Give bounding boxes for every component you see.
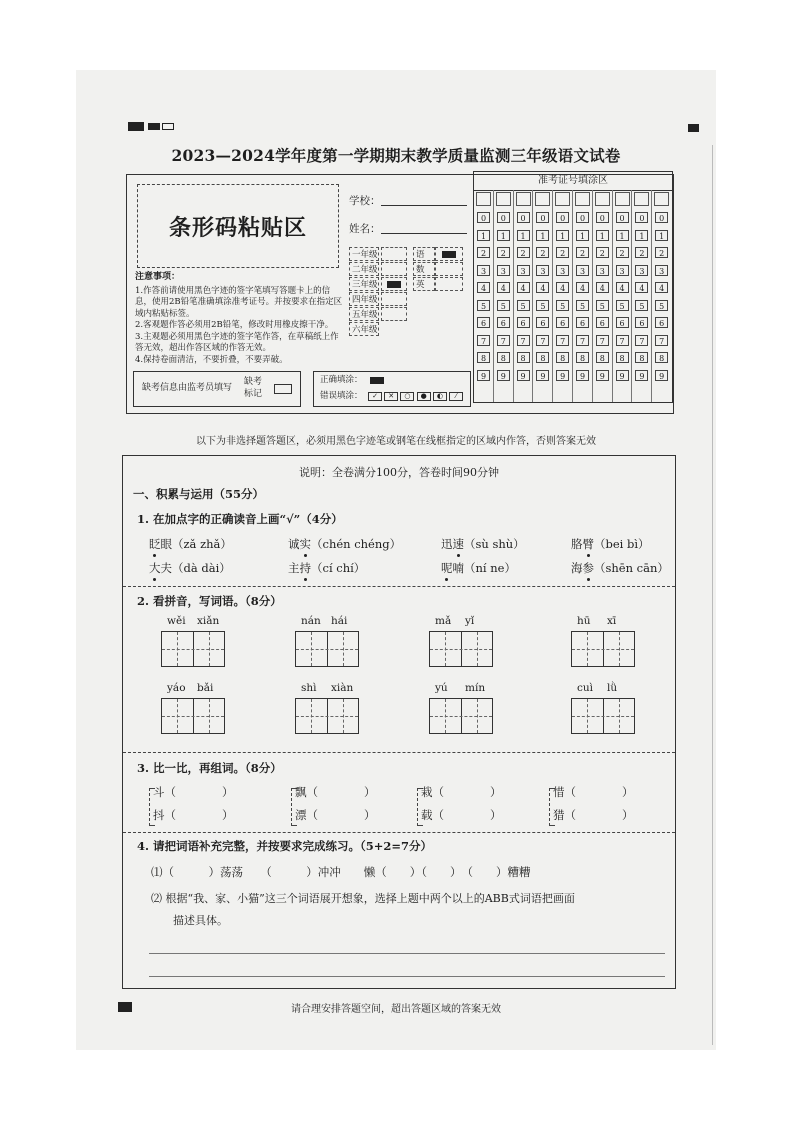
candidate-digit-bubble[interactable]: 6: [596, 317, 609, 328]
candidate-digit-bubble[interactable]: 3: [477, 265, 490, 276]
candidate-digit-bubble[interactable]: 5: [616, 300, 629, 311]
name-field[interactable]: [381, 233, 467, 234]
subject-chinese[interactable]: 语: [413, 247, 435, 261]
grid-guide-v: [445, 632, 446, 666]
grid-guide-v: [343, 699, 344, 733]
compare-word[interactable]: 猎（ ）: [553, 808, 634, 822]
candidate-digit-bubble[interactable]: 2: [556, 247, 569, 258]
candidate-column: [494, 190, 514, 402]
q1-item[interactable]: [288, 560, 365, 576]
q1-item-dotted-char: 大: [149, 561, 161, 575]
grade-1[interactable]: 一年级: [349, 247, 379, 261]
candidate-digit-bubble[interactable]: 1: [596, 230, 609, 241]
candidate-digit-bubble[interactable]: 9: [517, 370, 530, 381]
q1-item-post: （chén chéng）: [311, 537, 402, 551]
candidate-digit-write-box[interactable]: [634, 192, 649, 206]
candidate-digit-bubble[interactable]: 4: [616, 282, 629, 293]
candidate-digit-bubble[interactable]: 1: [497, 230, 510, 241]
candidate-digit-write-box[interactable]: [615, 192, 630, 206]
divider-2: [123, 752, 675, 753]
candidate-digit-bubble[interactable]: 4: [635, 282, 648, 293]
candidate-digit-write-box[interactable]: [575, 192, 590, 206]
candidate-digit-bubble[interactable]: 3: [596, 265, 609, 276]
candidate-digit-bubble[interactable]: 2: [616, 247, 629, 258]
candidate-column: [593, 190, 613, 402]
grid-guide-v: [477, 699, 478, 733]
candidate-digit-bubble[interactable]: 4: [517, 282, 530, 293]
candidate-digit-bubble[interactable]: 9: [655, 370, 668, 381]
grade-1-box[interactable]: [381, 247, 407, 261]
slash-icon: ⁄: [449, 392, 463, 401]
candidate-digit-bubble[interactable]: 4: [576, 282, 589, 293]
pinyin-syllable: nán: [301, 615, 321, 627]
writing-line-2[interactable]: [149, 976, 665, 977]
grid-guide-h: [430, 716, 492, 717]
candidate-digit-bubble[interactable]: 9: [635, 370, 648, 381]
grid-guide-v: [209, 699, 210, 733]
section-1-title: 一、积累与运用（55分）: [133, 487, 265, 501]
candidate-digit-bubble[interactable]: 0: [576, 212, 589, 223]
correct-fill-label: 正确填涂：: [320, 375, 363, 385]
exam-explanation: 说明：全卷满分100分，答卷时间90分钟: [299, 466, 499, 479]
q1-item[interactable]: [441, 560, 516, 576]
notes-title: 注意事项：: [135, 272, 181, 282]
grid-guide-h: [162, 716, 224, 717]
tianzi-grid[interactable]: [429, 698, 493, 734]
pinyin-syllable: xī: [607, 615, 617, 627]
candidate-digit-bubble[interactable]: 3: [497, 265, 510, 276]
candidate-digit-bubble[interactable]: 2: [517, 247, 530, 258]
q4-line-1[interactable]: ⑴（ ）荡荡 （ ）冲冲 懒（ ）（ ） （ ）糟糟: [151, 865, 531, 879]
candidate-digit-write-box[interactable]: [516, 192, 531, 206]
candidate-digit-bubble[interactable]: 0: [477, 212, 490, 223]
tianzi-grid[interactable]: [295, 698, 359, 734]
candidate-digit-bubble[interactable]: 6: [536, 317, 549, 328]
school-label: 学校：: [349, 195, 381, 207]
subject-english-box[interactable]: [435, 277, 463, 291]
pinyin-syllable: xiǎn: [197, 615, 220, 627]
candidate-digit-bubble[interactable]: 2: [477, 247, 490, 258]
candidate-digit-bubble[interactable]: 1: [517, 230, 530, 241]
candidate-digit-bubble[interactable]: 5: [556, 300, 569, 311]
q1-item-post: （cí chí）: [311, 561, 366, 575]
candidate-digit-bubble[interactable]: 8: [635, 352, 648, 363]
grid-guide-v: [311, 632, 312, 666]
corner-mark-top-left: [128, 122, 144, 131]
q1-item-pre: 胳: [571, 537, 583, 551]
tianzi-grid[interactable]: [161, 631, 225, 667]
check-icon: ✓: [368, 392, 382, 401]
candidate-digit-bubble[interactable]: 2: [635, 247, 648, 258]
page-edge-right: [712, 145, 713, 1045]
tianzi-grid[interactable]: [161, 698, 225, 734]
candidate-digit-bubble[interactable]: 1: [616, 230, 629, 241]
q1-item-post: （sù shù）: [464, 537, 525, 551]
candidate-column: [474, 190, 494, 402]
circle-icon: ○: [400, 392, 414, 401]
q1-item[interactable]: [149, 536, 232, 552]
candidate-digit-bubble[interactable]: 0: [635, 212, 648, 223]
compare-word[interactable]: 斗（ ）: [153, 785, 234, 799]
candidate-digit-bubble[interactable]: 1: [635, 230, 648, 241]
grade-5[interactable]: 五年级: [349, 307, 379, 321]
candidate-digit-bubble[interactable]: 8: [616, 352, 629, 363]
candidate-digit-bubble[interactable]: 7: [497, 335, 510, 346]
candidate-digit-bubble[interactable]: 3: [655, 265, 668, 276]
grid-guide-v: [619, 699, 620, 733]
candidate-digit-bubble[interactable]: 2: [497, 247, 510, 258]
pinyin-syllable: shì: [301, 682, 317, 694]
q2-title: 2. 看拼音，写词语。（8分）: [137, 594, 282, 608]
candidate-digit-bubble[interactable]: 9: [536, 370, 549, 381]
candidate-digit-bubble[interactable]: 6: [556, 317, 569, 328]
grid-guide-h: [296, 649, 358, 650]
note-2: 2.客观题作答必须用2B铅笔，修改时用橡皮擦干净。: [135, 320, 334, 330]
candidate-digit-bubble[interactable]: 8: [477, 352, 490, 363]
grid-guide-v: [587, 632, 588, 666]
q1-item-dotted-char: 臂: [582, 537, 594, 551]
grid-guide-h: [572, 716, 634, 717]
subject-chinese-box[interactable]: [435, 247, 463, 261]
q4-line-2b: 描述具体。: [173, 914, 228, 927]
grade-4-box[interactable]: [381, 292, 407, 306]
grade-2[interactable]: 二年级: [349, 262, 379, 276]
grid-guide-h: [572, 649, 634, 650]
candidate-digit-bubble[interactable]: 0: [655, 212, 668, 223]
candidate-digit-bubble[interactable]: 6: [655, 317, 668, 328]
q3-title: 3. 比一比，再组词。（8分）: [137, 761, 282, 775]
grid-guide-v: [343, 632, 344, 666]
grid-guide-h: [162, 649, 224, 650]
candidate-digit-bubble[interactable]: 8: [596, 352, 609, 363]
answer-notice: 以下为非选择题答题区，必须用黑色字迹笔或钢笔在线框指定的区域内作答，否则答案无效: [196, 436, 596, 447]
pinyin-syllable: cuì: [577, 682, 594, 694]
candidate-digit-bubble[interactable]: 7: [596, 335, 609, 346]
candidate-digit-bubble[interactable]: 7: [536, 335, 549, 346]
candidate-digit-bubble[interactable]: 3: [536, 265, 549, 276]
q1-item-post: （shēn cān）: [594, 561, 669, 575]
candidate-digit-bubble[interactable]: 3: [576, 265, 589, 276]
candidate-digit-bubble[interactable]: 7: [576, 335, 589, 346]
q1-item-pre: 诚: [288, 537, 300, 551]
compare-word[interactable]: 栽（ ）: [421, 785, 502, 799]
candidate-digit-bubble[interactable]: 8: [517, 352, 530, 363]
candidate-digit-bubble[interactable]: 8: [536, 352, 549, 363]
wrong-fill-label: 错误填涂：: [320, 391, 363, 401]
answer-area: [122, 455, 676, 989]
q1-item-post: （bei bì）: [594, 537, 650, 551]
candidate-column: [613, 190, 633, 402]
candidate-digit-bubble[interactable]: 8: [556, 352, 569, 363]
grid-guide-h: [296, 716, 358, 717]
candidate-digit-bubble[interactable]: 0: [536, 212, 549, 223]
candidate-number-area: [473, 171, 673, 403]
name-label: 姓名：: [349, 223, 381, 235]
pinyin-syllable: hū: [577, 615, 591, 627]
candidate-digit-bubble[interactable]: 2: [596, 247, 609, 258]
fill-example-box: [313, 371, 471, 407]
candidate-digit-bubble[interactable]: 4: [477, 282, 490, 293]
candidate-column: [553, 190, 573, 402]
note-4: 4.保持卷面清洁，不要折叠，不要弄破。: [135, 354, 288, 365]
candidate-digit-bubble[interactable]: 4: [556, 282, 569, 293]
wrong-fill-examples: [368, 392, 464, 401]
exam-paper: [76, 70, 716, 1050]
candidate-digit-bubble[interactable]: 2: [655, 247, 668, 258]
pinyin-syllable: yú: [435, 682, 448, 694]
candidate-digit-bubble[interactable]: 0: [596, 212, 609, 223]
candidate-digit-write-box[interactable]: [476, 192, 491, 206]
candidate-column: [652, 190, 672, 402]
grade-2-box[interactable]: [381, 262, 407, 276]
q1-item-pre: 海: [571, 561, 583, 575]
pinyin-syllable: lǜ: [607, 682, 618, 694]
grid-guide-v: [619, 632, 620, 666]
dot-icon: ●: [417, 392, 431, 401]
pinyin-syllable: xiàn: [331, 682, 354, 694]
candidate-digit-bubble[interactable]: 3: [635, 265, 648, 276]
absent-fill-label: 缺考信息由监考员填写: [142, 383, 233, 393]
candidate-digit-bubble[interactable]: 3: [616, 265, 629, 276]
candidate-digit-write-box[interactable]: [555, 192, 570, 206]
subject-english[interactable]: 英: [413, 277, 435, 291]
candidate-digit-bubble[interactable]: 0: [517, 212, 530, 223]
tianzi-grid[interactable]: [571, 631, 635, 667]
q1-item-pre: 主: [288, 561, 300, 575]
q1-item-dotted-char: 眨: [149, 537, 161, 551]
candidate-digit-bubble[interactable]: 5: [655, 300, 668, 311]
candidate-column: [533, 190, 553, 402]
divider-1: [123, 586, 675, 587]
candidate-digit-bubble[interactable]: 6: [517, 317, 530, 328]
candidate-digit-bubble[interactable]: 6: [616, 317, 629, 328]
candidate-digit-bubble[interactable]: 0: [616, 212, 629, 223]
pinyin-syllable: wěi: [167, 615, 186, 627]
grid-guide-v: [445, 699, 446, 733]
candidate-digit-bubble[interactable]: 8: [497, 352, 510, 363]
compare-word[interactable]: 漂（ ）: [295, 808, 376, 822]
corner-mark-top-left-3: [162, 123, 174, 130]
q1-item-dotted-char: 持: [299, 561, 311, 575]
candidate-digit-bubble[interactable]: 7: [556, 335, 569, 346]
candidate-digit-bubble[interactable]: 1: [576, 230, 589, 241]
candidate-digit-bubble[interactable]: 3: [517, 265, 530, 276]
pinyin-syllable: mín: [465, 682, 486, 694]
divider-3: [123, 832, 675, 833]
subject-math[interactable]: 数: [413, 262, 435, 276]
candidate-digit-bubble[interactable]: 2: [576, 247, 589, 258]
candidate-digit-bubble[interactable]: 1: [655, 230, 668, 241]
candidate-digit-bubble[interactable]: 4: [497, 282, 510, 293]
candidate-digit-bubble[interactable]: 6: [635, 317, 648, 328]
grade-6[interactable]: 六年级: [349, 322, 379, 336]
candidate-digit-bubble[interactable]: 5: [576, 300, 589, 311]
candidate-digit-bubble[interactable]: 5: [635, 300, 648, 311]
grid-guide-v: [587, 699, 588, 733]
grid-guide-h: [430, 649, 492, 650]
candidate-column: [514, 190, 534, 402]
q1-item-dotted-char: 实: [299, 537, 311, 551]
candidate-digit-bubble[interactable]: 4: [536, 282, 549, 293]
candidate-digit-bubble[interactable]: 4: [596, 282, 609, 293]
q1-item-dotted-char: 速: [452, 537, 464, 551]
candidate-digit-bubble[interactable]: 6: [576, 317, 589, 328]
subject-math-box[interactable]: [435, 262, 463, 276]
grade-3[interactable]: 三年级: [349, 277, 379, 291]
grade-3-box[interactable]: [381, 277, 407, 291]
grid-guide-v: [477, 632, 478, 666]
corner-mark-top-left-2: [148, 123, 160, 130]
candidate-digit-bubble[interactable]: 9: [497, 370, 510, 381]
correct-fill-mark: [370, 377, 384, 384]
candidate-digit-bubble[interactable]: 9: [576, 370, 589, 381]
candidate-digit-bubble[interactable]: 5: [497, 300, 510, 311]
q1-item[interactable]: [288, 536, 401, 552]
candidate-digit-bubble[interactable]: 9: [616, 370, 629, 381]
pinyin-syllable: hái: [331, 615, 348, 627]
grid-guide-v: [209, 632, 210, 666]
cross-icon: ✕: [384, 392, 398, 401]
candidate-digit-bubble[interactable]: 5: [536, 300, 549, 311]
candidate-digit-bubble[interactable]: 1: [477, 230, 490, 241]
writing-line-1[interactable]: [149, 953, 665, 954]
q1-item[interactable]: [571, 536, 650, 552]
q1-item-dotted-char: 参: [582, 561, 594, 575]
note-3: 3.主观题必须用黑色字迹的签字笔作答，在草稿纸上作答无效，超出作答区域的作答无效。: [135, 331, 339, 353]
compare-word[interactable]: 飘（ ）: [295, 785, 376, 799]
candidate-digit-bubble[interactable]: 1: [556, 230, 569, 241]
absent-mark-box[interactable]: [274, 384, 292, 394]
barcode-area: 条形码粘贴区: [137, 184, 339, 268]
corner-mark-top-right: [688, 124, 699, 132]
tianzi-grid[interactable]: [571, 698, 635, 734]
pinyin-syllable: mǎ: [435, 615, 452, 627]
candidate-digit-bubble[interactable]: 3: [556, 265, 569, 276]
candidate-digit-bubble[interactable]: 5: [596, 300, 609, 311]
candidate-digit-bubble[interactable]: 7: [655, 335, 668, 346]
candidate-digit-bubble[interactable]: 7: [635, 335, 648, 346]
candidate-digit-bubble[interactable]: 9: [596, 370, 609, 381]
q1-item-dotted-char: 呢: [441, 561, 453, 575]
grid-guide-v: [311, 699, 312, 733]
grade-4[interactable]: 四年级: [349, 292, 379, 306]
page-footer: 请合理安排答题空间，超出答题区域的答案无效: [291, 1004, 501, 1015]
compare-word[interactable]: 抖（ ）: [153, 808, 234, 822]
compare-word[interactable]: 载（ ）: [421, 808, 502, 822]
note-1: 1.作答前请使用黑色字迹的签字笔填写答题卡上的信息，使用2B铅笔准确填涂准考证号。并按要求在指定区域内粘贴标签。: [135, 285, 343, 319]
candidate-digit-bubble[interactable]: 0: [497, 212, 510, 223]
candidate-digit-bubble[interactable]: 7: [616, 335, 629, 346]
candidate-digit-bubble[interactable]: 6: [497, 317, 510, 328]
candidate-area-title: 准考证号填涂区: [474, 172, 672, 191]
q4-title: 4. 请把词语补充完整，并按要求完成练习。（5+2=7分）: [137, 839, 433, 853]
candidate-digit-write-box[interactable]: [535, 192, 550, 206]
q1-item-post: 喃（ní ne）: [452, 561, 516, 575]
candidate-digit-write-box[interactable]: [595, 192, 610, 206]
candidate-digit-bubble[interactable]: 9: [477, 370, 490, 381]
q1-item[interactable]: [149, 560, 231, 576]
candidate-digit-bubble[interactable]: 0: [556, 212, 569, 223]
q1-item-pre: 迅: [441, 537, 453, 551]
grade-5-box[interactable]: [381, 307, 407, 321]
candidate-digit-bubble[interactable]: 4: [655, 282, 668, 293]
grid-guide-v: [177, 699, 178, 733]
absent-mark-label: 缺考标记: [244, 377, 263, 399]
candidate-digit-bubble[interactable]: 2: [536, 247, 549, 258]
candidate-digit-bubble[interactable]: 5: [517, 300, 530, 311]
q1-item-post: 眼（zǎ zhǎ）: [160, 537, 232, 551]
candidate-digit-bubble[interactable]: 9: [556, 370, 569, 381]
grid-guide-v: [177, 632, 178, 666]
q4-line-2a: ⑵ 根据“我、家、小猫”这三个词语展开想象，选择上题中两个以上的ABB式词语把画面: [151, 892, 575, 905]
compare-word[interactable]: 惜（ ）: [553, 785, 634, 799]
candidate-column: [573, 190, 593, 402]
q1-item[interactable]: [441, 536, 525, 552]
pinyin-syllable: yáo: [167, 682, 186, 694]
candidate-digit-bubble[interactable]: 7: [477, 335, 490, 346]
q1-item[interactable]: [571, 560, 669, 576]
absent-box: [133, 371, 301, 407]
candidate-digit-write-box[interactable]: [654, 192, 669, 206]
candidate-digit-bubble[interactable]: 1: [536, 230, 549, 241]
page-title: 2023—2024学年度第一学期期末教学质量监测三年级语文试卷: [171, 146, 621, 165]
candidate-digit-bubble[interactable]: 5: [477, 300, 490, 311]
candidate-digit-bubble[interactable]: 7: [517, 335, 530, 346]
q1-item-post: 夫（dà dài）: [160, 561, 231, 575]
school-field[interactable]: [381, 205, 467, 206]
tianzi-grid[interactable]: [429, 631, 493, 667]
pinyin-syllable: bǎi: [197, 682, 214, 694]
q1-title: 1. 在加点字的正确读音上画“√”（4分）: [137, 512, 343, 526]
pinyin-syllable: yǐ: [465, 615, 475, 627]
candidate-digit-bubble[interactable]: 6: [477, 317, 490, 328]
grade-3-filled-mark: [387, 281, 401, 288]
subject-chinese-filled-mark: [442, 251, 456, 258]
candidate-column: [632, 190, 652, 402]
notes-block: [135, 272, 345, 366]
header-info-box: [126, 174, 674, 414]
candidate-digit-bubble[interactable]: 8: [576, 352, 589, 363]
candidate-digit-write-box[interactable]: [496, 192, 511, 206]
half-icon: ◐: [433, 392, 447, 401]
candidate-digit-bubble[interactable]: 8: [655, 352, 668, 363]
tianzi-grid[interactable]: [295, 631, 359, 667]
